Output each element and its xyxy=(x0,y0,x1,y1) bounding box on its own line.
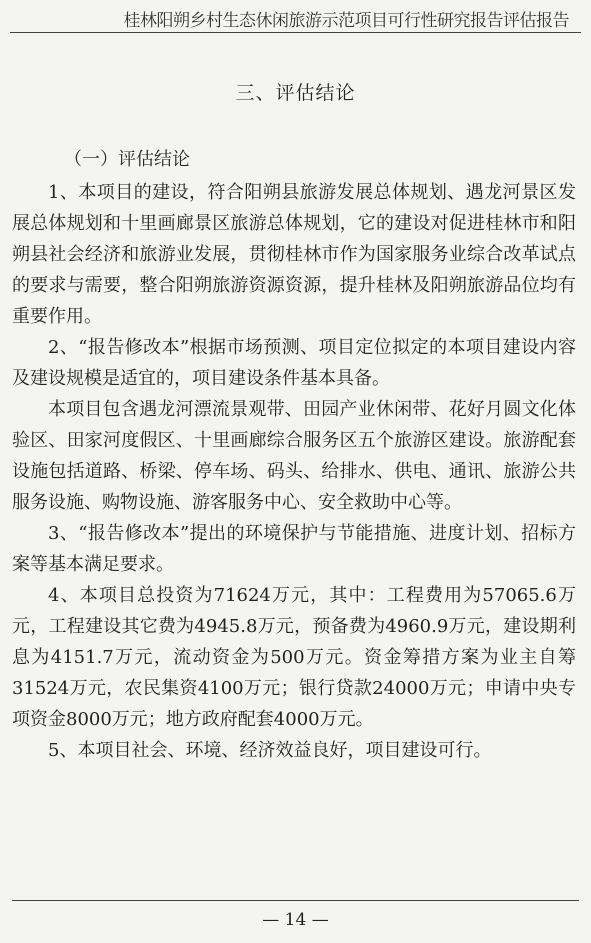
paragraph-conclusion-3: 3、“报告修改本”提出的环境保护与节能措施、进度计划、招标方案等基本满足要求。 xyxy=(12,523,576,575)
header-divider xyxy=(10,32,581,33)
page-number: — 14 — xyxy=(262,910,329,930)
paragraph-conclusion-1: 1、本项目的建设，符合阳朔县旅游发展总体规划、遇龙河景区发展总体规划和十里画廊景区旅游总体规划，它的建设对促进桂林市和阳朔县社会经济和旅游业发展，贯彻桂林市作为国家服务业综合改革试点的要求与需要，整合阳朔旅游资源资源，提升桂林及阳朔旅游品位均有重要作用。 xyxy=(12,182,576,327)
running-header: 桂林阳朔乡村生态休闲旅游示范项目可行性研究报告评估报告 xyxy=(123,11,569,31)
paragraph-conclusion-4: 4、本项目总投资为71624万元，其中：工程费用为57065.6万元，工程建设其它费为4945.8万元，预备费为4960.9万元，建设期利息为4151.7万元，流动资金为500万元。资金筹措方案为业主自筹31524万元，农民集资4100万元；银行贷款24000万元；申请中央专项资金8000万元；地方政府配套4000万元。 xyxy=(12,585,576,730)
paragraph-project-scope: 本项目包含遇龙河漂流景观带、田园产业休闲带、花好月圆文化体验区、田家河度假区、十里画廊综合服务区五个旅游区建设。旅游配套设施包括道路、桥梁、停车场、码头、给排水、供电、通讯、旅游公共服务设施、购物设施、游客服务中心、安全救助中心等。 xyxy=(12,399,576,513)
body-content xyxy=(12,144,576,766)
subsection-title: （一）评估结论 xyxy=(64,149,190,170)
footer-divider xyxy=(12,900,579,901)
paragraph-conclusion-5: 5、本项目社会、环境、经济效益良好，项目建设可行。 xyxy=(48,740,492,761)
section-title: 三、评估结论 xyxy=(235,82,356,104)
paragraph-conclusion-2: 2、“报告修改本”根据市场预测、项目定位拟定的本项目建设内容及建设规模是适宜的，项目建设条件基本具备。 xyxy=(12,337,576,389)
